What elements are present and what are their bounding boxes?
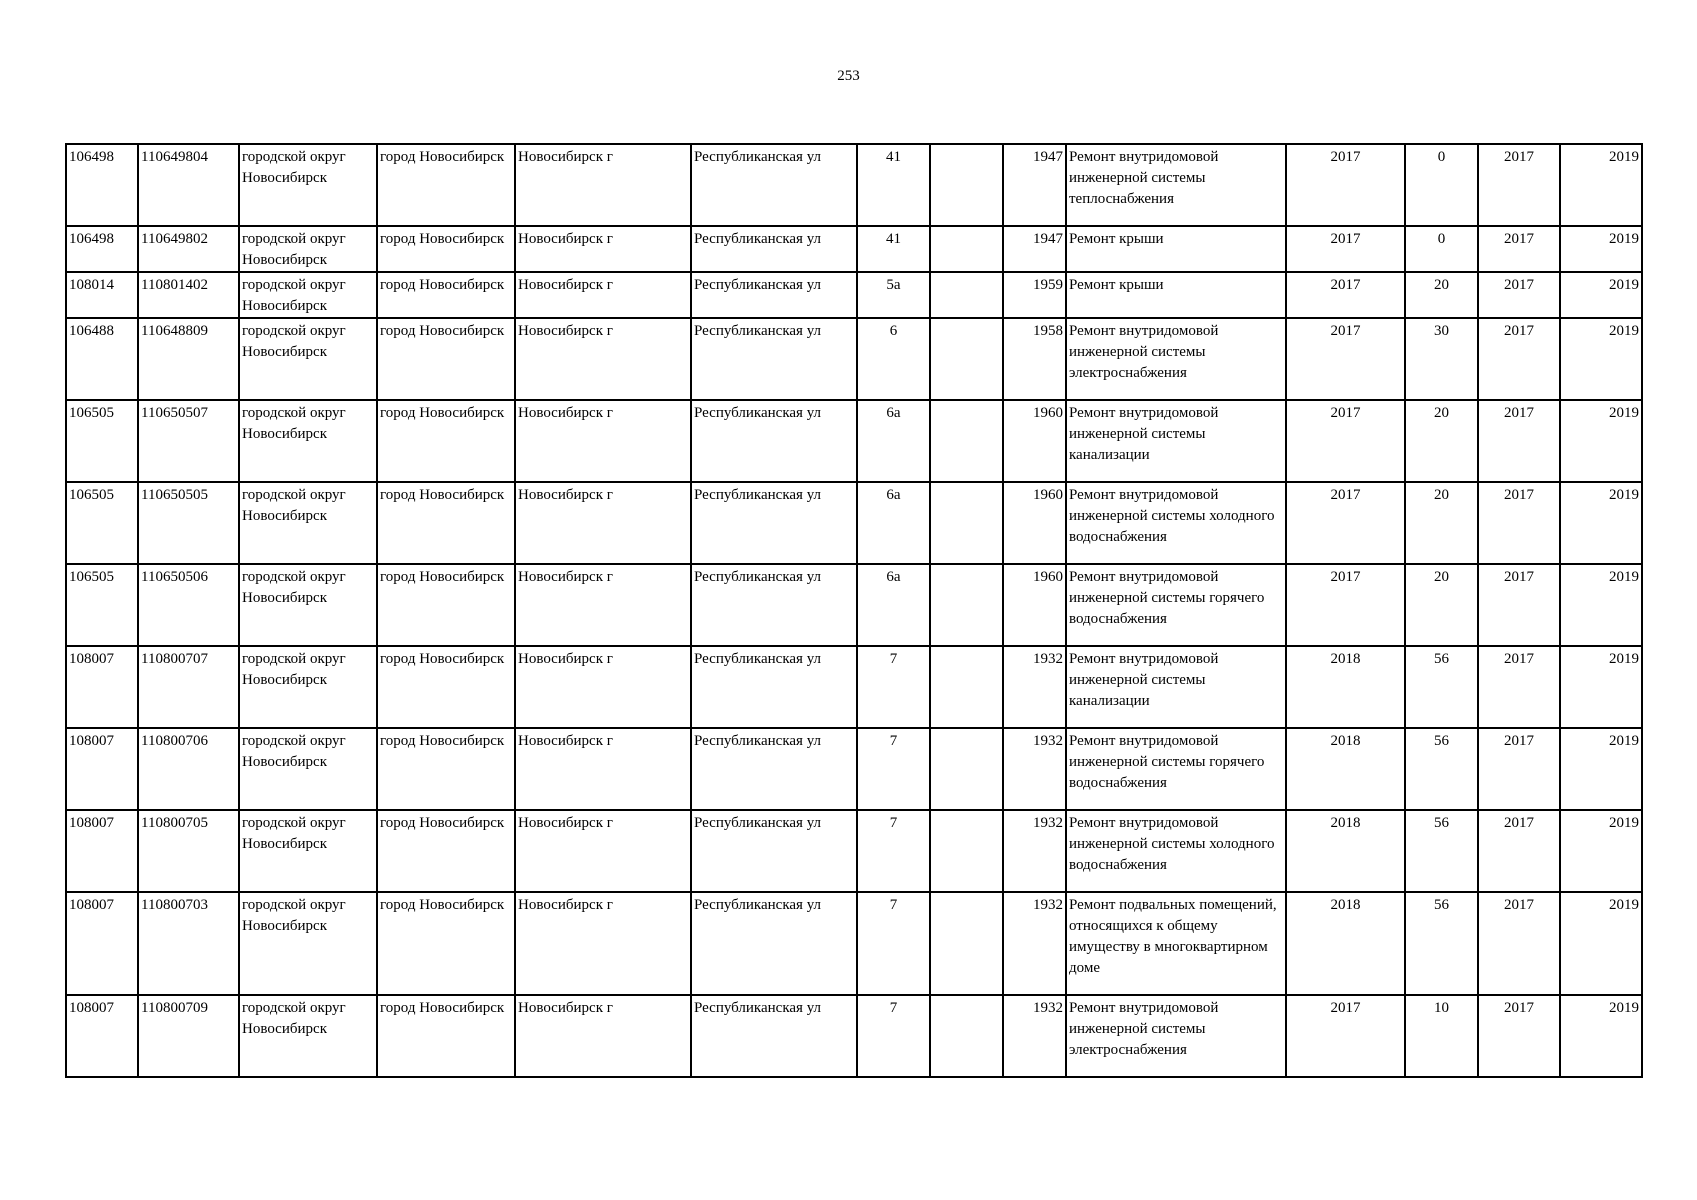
cell-house-number: 6а — [857, 482, 930, 564]
cell-house-id: 108007 — [66, 995, 138, 1077]
cell-plan-year: 2017 — [1286, 318, 1405, 400]
cell-plan-year: 2017 — [1286, 400, 1405, 482]
cell-settlement: город Новосибирск — [377, 400, 515, 482]
cell-plan-year: 2017 — [1286, 564, 1405, 646]
cell-work-type: Ремонт внутридомовой инженерной системы электроснабжения — [1066, 318, 1286, 400]
cell-settlement: город Новосибирск — [377, 995, 515, 1077]
cell-settlement: город Новосибирск — [377, 728, 515, 810]
cell-house-number: 7 — [857, 995, 930, 1077]
cell-municipality: городской округ Новосибирск — [239, 272, 377, 318]
cell-plan-year: 2017 — [1286, 995, 1405, 1077]
cell-wear-percent: 56 — [1405, 892, 1478, 995]
cell-building — [930, 810, 1003, 892]
cell-build-year: 1960 — [1003, 400, 1066, 482]
cell-house-id: 108014 — [66, 272, 138, 318]
cell-plan-year: 2018 — [1286, 810, 1405, 892]
cell-locality: Новосибирск г — [515, 646, 691, 728]
cell-locality: Новосибирск г — [515, 995, 691, 1077]
cell-period-end: 2019 — [1560, 482, 1642, 564]
cell-wear-percent: 56 — [1405, 728, 1478, 810]
cell-municipality: городской округ Новосибирск — [239, 995, 377, 1077]
cell-object-id: 110649804 — [138, 144, 239, 226]
cell-house-number: 5а — [857, 272, 930, 318]
cell-period-end: 2019 — [1560, 728, 1642, 810]
table-row — [66, 892, 1642, 995]
cell-plan-year: 2018 — [1286, 646, 1405, 728]
cell-street: Республиканская ул — [691, 400, 857, 482]
cell-house-number: 6а — [857, 564, 930, 646]
cell-house-id: 106488 — [66, 318, 138, 400]
cell-wear-percent: 0 — [1405, 226, 1478, 272]
cell-object-id: 110800703 — [138, 892, 239, 995]
cell-plan-year: 2018 — [1286, 892, 1405, 995]
cell-build-year: 1947 — [1003, 226, 1066, 272]
cell-street: Республиканская ул — [691, 272, 857, 318]
cell-locality: Новосибирск г — [515, 564, 691, 646]
cell-object-id: 110650507 — [138, 400, 239, 482]
cell-wear-percent: 20 — [1405, 564, 1478, 646]
cell-building — [930, 144, 1003, 226]
cell-period-start: 2017 — [1478, 318, 1560, 400]
cell-period-start: 2017 — [1478, 995, 1560, 1077]
cell-build-year: 1932 — [1003, 728, 1066, 810]
cell-house-id: 106498 — [66, 226, 138, 272]
cell-house-id: 106505 — [66, 482, 138, 564]
cell-object-id: 110800709 — [138, 995, 239, 1077]
cell-period-end: 2019 — [1560, 646, 1642, 728]
cell-house-id: 106505 — [66, 564, 138, 646]
cell-locality: Новосибирск г — [515, 400, 691, 482]
cell-period-start: 2017 — [1478, 646, 1560, 728]
table-row — [66, 810, 1642, 892]
table-row — [66, 728, 1642, 810]
cell-municipality: городской округ Новосибирск — [239, 144, 377, 226]
cell-work-type: Ремонт внутридомовой инженерной системы горячего водоснабжения — [1066, 564, 1286, 646]
cell-wear-percent: 56 — [1405, 646, 1478, 728]
cell-build-year: 1947 — [1003, 144, 1066, 226]
cell-plan-year: 2018 — [1286, 728, 1405, 810]
cell-house-id: 108007 — [66, 810, 138, 892]
cell-plan-year: 2017 — [1286, 272, 1405, 318]
cell-period-end: 2019 — [1560, 564, 1642, 646]
cell-municipality: городской округ Новосибирск — [239, 810, 377, 892]
cell-object-id: 110801402 — [138, 272, 239, 318]
table-row — [66, 646, 1642, 728]
cell-locality: Новосибирск г — [515, 318, 691, 400]
repair-schedule-table — [65, 143, 1643, 1078]
cell-street: Республиканская ул — [691, 892, 857, 995]
cell-building — [930, 892, 1003, 995]
cell-wear-percent: 0 — [1405, 144, 1478, 226]
cell-build-year: 1960 — [1003, 482, 1066, 564]
cell-street: Республиканская ул — [691, 564, 857, 646]
cell-work-type: Ремонт внутридомовой инженерной системы канализации — [1066, 646, 1286, 728]
table-row — [66, 144, 1642, 226]
cell-build-year: 1932 — [1003, 995, 1066, 1077]
cell-period-end: 2019 — [1560, 810, 1642, 892]
cell-building — [930, 318, 1003, 400]
cell-building — [930, 272, 1003, 318]
table-row — [66, 318, 1642, 400]
cell-street: Республиканская ул — [691, 995, 857, 1077]
cell-period-start: 2017 — [1478, 272, 1560, 318]
cell-house-id: 108007 — [66, 892, 138, 995]
cell-object-id: 110800706 — [138, 728, 239, 810]
cell-build-year: 1960 — [1003, 564, 1066, 646]
cell-house-id: 106498 — [66, 144, 138, 226]
cell-build-year: 1959 — [1003, 272, 1066, 318]
cell-wear-percent: 20 — [1405, 272, 1478, 318]
cell-municipality: городской округ Новосибирск — [239, 892, 377, 995]
cell-municipality: городской округ Новосибирск — [239, 318, 377, 400]
cell-street: Республиканская ул — [691, 482, 857, 564]
cell-wear-percent: 10 — [1405, 995, 1478, 1077]
cell-build-year: 1958 — [1003, 318, 1066, 400]
cell-locality: Новосибирск г — [515, 892, 691, 995]
cell-period-start: 2017 — [1478, 810, 1560, 892]
cell-period-start: 2017 — [1478, 564, 1560, 646]
cell-settlement: город Новосибирск — [377, 318, 515, 400]
cell-house-number: 7 — [857, 892, 930, 995]
cell-house-number: 6 — [857, 318, 930, 400]
cell-street: Республиканская ул — [691, 728, 857, 810]
cell-object-id: 110800705 — [138, 810, 239, 892]
cell-work-type: Ремонт крыши — [1066, 226, 1286, 272]
cell-period-end: 2019 — [1560, 144, 1642, 226]
cell-building — [930, 482, 1003, 564]
cell-period-start: 2017 — [1478, 144, 1560, 226]
cell-locality: Новосибирск г — [515, 226, 691, 272]
cell-locality: Новосибирск г — [515, 728, 691, 810]
cell-house-number: 7 — [857, 646, 930, 728]
cell-street: Республиканская ул — [691, 810, 857, 892]
cell-work-type: Ремонт внутридомовой инженерной системы электроснабжения — [1066, 995, 1286, 1077]
cell-object-id: 110650506 — [138, 564, 239, 646]
cell-object-id: 110648809 — [138, 318, 239, 400]
cell-period-start: 2017 — [1478, 728, 1560, 810]
table-row — [66, 482, 1642, 564]
cell-period-end: 2019 — [1560, 400, 1642, 482]
cell-work-type: Ремонт внутридомовой инженерной системы холодного водоснабжения — [1066, 482, 1286, 564]
cell-object-id: 110800707 — [138, 646, 239, 728]
cell-municipality: городской округ Новосибирск — [239, 728, 377, 810]
cell-period-start: 2017 — [1478, 482, 1560, 564]
cell-object-id: 110649802 — [138, 226, 239, 272]
cell-street: Республиканская ул — [691, 144, 857, 226]
cell-work-type: Ремонт крыши — [1066, 272, 1286, 318]
cell-locality: Новосибирск г — [515, 810, 691, 892]
cell-work-type: Ремонт подвальных помещений, относящихся к общему имуществу в многоквартирном доме — [1066, 892, 1286, 995]
cell-object-id: 110650505 — [138, 482, 239, 564]
cell-building — [930, 728, 1003, 810]
cell-settlement: город Новосибирск — [377, 646, 515, 728]
cell-plan-year: 2017 — [1286, 144, 1405, 226]
cell-work-type: Ремонт внутридомовой инженерной системы канализации — [1066, 400, 1286, 482]
cell-locality: Новосибирск г — [515, 144, 691, 226]
cell-house-id: 106505 — [66, 400, 138, 482]
cell-wear-percent: 30 — [1405, 318, 1478, 400]
table-row — [66, 564, 1642, 646]
cell-settlement: город Новосибирск — [377, 272, 515, 318]
cell-settlement: город Новосибирск — [377, 144, 515, 226]
cell-period-end: 2019 — [1560, 272, 1642, 318]
cell-period-start: 2017 — [1478, 400, 1560, 482]
cell-settlement: город Новосибирск — [377, 564, 515, 646]
cell-municipality: городской округ Новосибирск — [239, 400, 377, 482]
cell-period-end: 2019 — [1560, 892, 1642, 995]
cell-building — [930, 564, 1003, 646]
cell-period-end: 2019 — [1560, 226, 1642, 272]
cell-house-number: 6а — [857, 400, 930, 482]
cell-street: Республиканская ул — [691, 646, 857, 728]
cell-work-type: Ремонт внутридомовой инженерной системы теплоснабжения — [1066, 144, 1286, 226]
table-row — [66, 995, 1642, 1077]
cell-municipality: городской округ Новосибирск — [239, 482, 377, 564]
cell-wear-percent: 56 — [1405, 810, 1478, 892]
cell-work-type: Ремонт внутридомовой инженерной системы горячего водоснабжения — [1066, 728, 1286, 810]
cell-house-id: 108007 — [66, 728, 138, 810]
cell-settlement: город Новосибирск — [377, 810, 515, 892]
cell-settlement: город Новосибирск — [377, 226, 515, 272]
cell-building — [930, 400, 1003, 482]
cell-locality: Новосибирск г — [515, 482, 691, 564]
cell-settlement: город Новосибирск — [377, 892, 515, 995]
cell-municipality: городской округ Новосибирск — [239, 564, 377, 646]
table-row — [66, 226, 1642, 272]
cell-house-number: 7 — [857, 728, 930, 810]
cell-street: Республиканская ул — [691, 318, 857, 400]
cell-wear-percent: 20 — [1405, 400, 1478, 482]
cell-municipality: городской округ Новосибирск — [239, 646, 377, 728]
cell-period-start: 2017 — [1478, 226, 1560, 272]
cell-build-year: 1932 — [1003, 646, 1066, 728]
cell-work-type: Ремонт внутридомовой инженерной системы холодного водоснабжения — [1066, 810, 1286, 892]
cell-locality: Новосибирск г — [515, 272, 691, 318]
cell-house-id: 108007 — [66, 646, 138, 728]
cell-building — [930, 226, 1003, 272]
cell-house-number: 41 — [857, 226, 930, 272]
cell-build-year: 1932 — [1003, 892, 1066, 995]
cell-settlement: город Новосибирск — [377, 482, 515, 564]
cell-street: Республиканская ул — [691, 226, 857, 272]
cell-building — [930, 646, 1003, 728]
page-number: 253 — [837, 68, 860, 84]
cell-house-number: 7 — [857, 810, 930, 892]
cell-building — [930, 995, 1003, 1077]
cell-period-start: 2017 — [1478, 892, 1560, 995]
cell-plan-year: 2017 — [1286, 226, 1405, 272]
cell-period-end: 2019 — [1560, 318, 1642, 400]
table-row — [66, 272, 1642, 318]
cell-period-end: 2019 — [1560, 995, 1642, 1077]
cell-build-year: 1932 — [1003, 810, 1066, 892]
cell-municipality: городской округ Новосибирск — [239, 226, 377, 272]
table-row — [66, 400, 1642, 482]
cell-wear-percent: 20 — [1405, 482, 1478, 564]
cell-plan-year: 2017 — [1286, 482, 1405, 564]
cell-house-number: 41 — [857, 144, 930, 226]
